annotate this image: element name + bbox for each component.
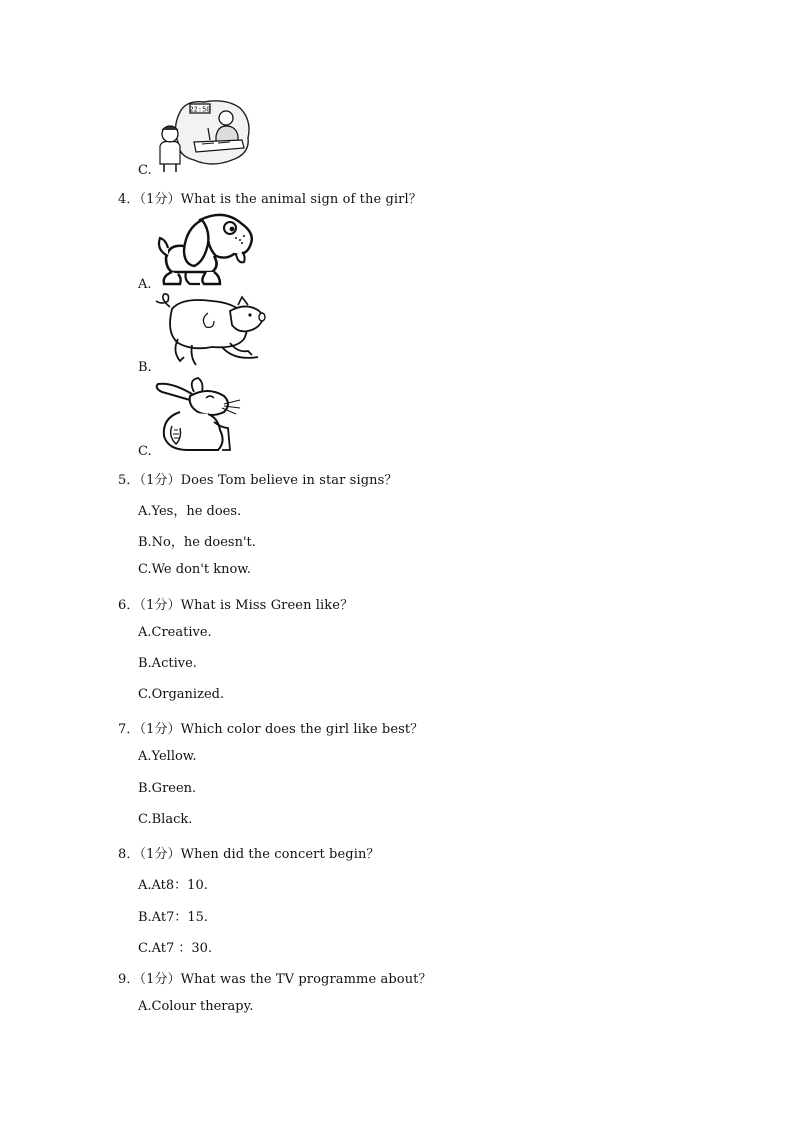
question-4-text: 4．（1分）What is the animal sign of the girl？ [118, 192, 422, 207]
question-5-text: 5．（1分）Does Tom believe in star signs？ [118, 473, 398, 488]
question-7-option-c[interactable]: C.Black. [138, 812, 193, 827]
question-8-option-b[interactable]: B.At7：15. [138, 910, 209, 925]
question-9-text: 9．（1分）What was the TV programme about？ [118, 972, 432, 987]
question-6-option-c[interactable]: C.Organized. [138, 687, 225, 702]
question-8-option-a[interactable]: A.At8：10. [138, 878, 208, 893]
pig-illustration-icon [152, 295, 270, 371]
question-8-option-c[interactable]: C.At7 ：30. [138, 941, 213, 956]
boy-thinking-illustration-icon [156, 98, 252, 172]
question-7-option-b[interactable]: B.Green. [138, 781, 197, 796]
clock-text: 22:50 [189, 105, 211, 114]
rabbit-illustration-icon [152, 378, 242, 456]
question-6-text: 6．（1分）What is Miss Green like？ [118, 598, 354, 613]
question-4-option-c-label[interactable]: C. [138, 444, 152, 459]
question-7-option-a[interactable]: A.Yellow. [138, 749, 197, 764]
question-9-option-a[interactable]: A.Colour therapy. [138, 999, 254, 1014]
question-4-option-b-label[interactable]: B. [138, 360, 152, 375]
question-6-option-a[interactable]: A.Creative. [138, 625, 212, 640]
question-4-option-a-label[interactable]: A. [138, 277, 152, 292]
question-5-option-a[interactable]: A.Yes，he does. [138, 504, 242, 519]
question-7-text: 7．（1分）Which color does the girl like best？ [118, 722, 424, 737]
prev-question-option-c-label[interactable]: C. [138, 163, 152, 178]
question-8-text: 8．（1分）When did the concert begin？ [118, 847, 380, 862]
question-5-option-c[interactable]: C.We don't know. [138, 562, 251, 577]
question-5-option-b[interactable]: B.No，he doesn't. [138, 535, 256, 550]
dog-illustration-icon [154, 210, 256, 288]
question-6-option-b[interactable]: B.Active. [138, 656, 197, 671]
